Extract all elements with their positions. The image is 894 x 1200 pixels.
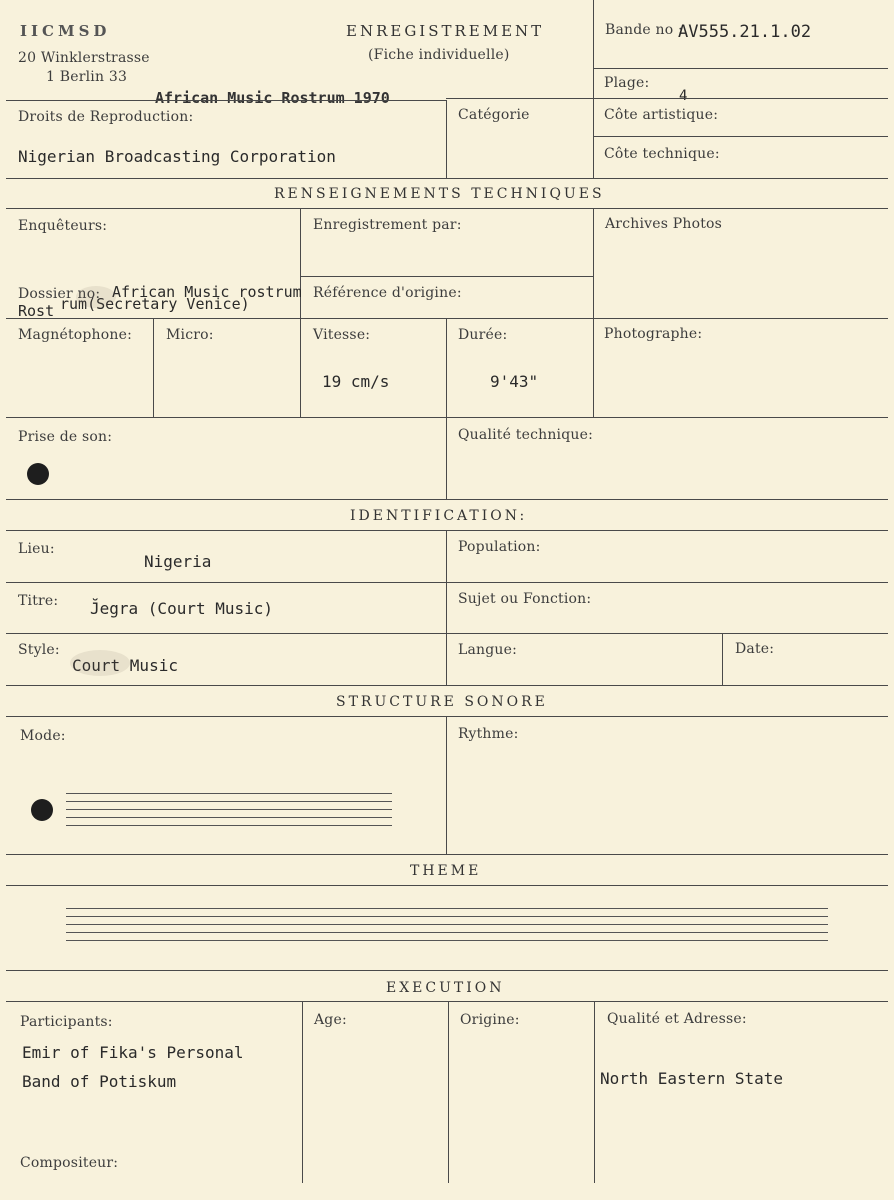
section-identification: IDENTIFICATION: [350, 508, 528, 524]
style-label: Style: [18, 642, 60, 658]
punch-hole-dot [27, 463, 49, 485]
iicmsd-logo: IICMSD [20, 22, 111, 40]
plage-value: 4 [679, 88, 688, 104]
section-structure: STRUCTURE SONORE [336, 694, 548, 710]
categorie-label: Catégorie [458, 107, 530, 123]
address-line-1: 20 Winklerstrasse [18, 50, 150, 66]
lieu-value: Nigeria [144, 552, 212, 571]
qualite-adresse-label: Qualité et Adresse: [607, 1011, 747, 1027]
mode-staff [66, 793, 392, 833]
vitesse-label: Vitesse: [313, 327, 371, 343]
titre-label: Titre: [18, 593, 59, 609]
section-technical: RENSEIGNEMENTS TECHNIQUES [274, 186, 605, 202]
lieu-label: Lieu: [18, 541, 55, 557]
bande-label: Bande no : [605, 22, 683, 38]
magnetophone-label: Magnétophone: [18, 327, 133, 343]
style-value: Court Music [72, 656, 178, 675]
reference-label: Référence d'origine: [313, 285, 462, 301]
age-label: Age: [314, 1012, 347, 1028]
vitesse-value: 19 cm/s [322, 372, 390, 391]
form-title: ENREGISTREMENT [346, 22, 545, 40]
duree-label: Durée: [458, 327, 508, 343]
date-label: Date: [735, 641, 775, 657]
dossier-label: Dossier no: [18, 286, 101, 302]
droits-value: Nigerian Broadcasting Corporation [18, 147, 336, 166]
form-subtitle: (Fiche individuelle) [368, 47, 510, 63]
dossier-value-prefix: Rost [18, 302, 55, 320]
photographe-label: Photographe: [604, 326, 703, 342]
dossier-value: African Music rostrum [112, 283, 302, 301]
archives-photos-label: Archives Photos [605, 216, 723, 232]
rostrum-stamp: African Music Rostrum 1970 [155, 89, 390, 107]
address-line-2: 1 Berlin 33 [46, 69, 128, 85]
enregistrement-label: Enregistrement par: [313, 217, 462, 233]
enqueteurs-label: Enquêteurs: [18, 218, 108, 234]
qualite-adresse-value: North Eastern State [600, 1069, 784, 1088]
cote-artistique-label: Côte artistique: [604, 107, 719, 123]
section-theme: THEME [410, 863, 482, 879]
punch-hole-dot-2 [31, 799, 53, 821]
rythme-label: Rythme: [458, 726, 519, 742]
theme-staff [66, 908, 828, 948]
qualite-technique-label: Qualité technique: [458, 427, 594, 443]
section-execution: EXECUTION [386, 980, 505, 996]
cote-technique-label: Côte technique: [604, 146, 720, 162]
droits-label: Droits de Reproduction: [18, 109, 194, 125]
origine-label: Origine: [460, 1012, 520, 1028]
participants-label: Participants: [20, 1014, 113, 1030]
prise-de-son-label: Prise de son: [18, 429, 113, 445]
participants-line-1: Emir of Fika's Personal [22, 1043, 244, 1062]
compositeur-label: Compositeur: [20, 1155, 119, 1171]
paper-stain [76, 286, 116, 308]
titre-value: J̆egra (Court Music) [90, 599, 274, 618]
plage-label: Plage: [604, 75, 650, 91]
bande-value: AV555.21.1.02 [678, 22, 812, 42]
duree-value: 9'43" [490, 372, 539, 391]
paper-stain [70, 650, 130, 676]
participants-line-2: Band of Potiskum [22, 1072, 177, 1091]
mode-label: Mode: [20, 728, 66, 744]
population-label: Population: [458, 539, 541, 555]
sujet-label: Sujet ou Fonction: [458, 591, 592, 607]
micro-label: Micro: [166, 327, 214, 343]
langue-label: Langue: [458, 642, 518, 658]
dossier-value-cont: rum(Secretary Venice) [60, 295, 250, 313]
